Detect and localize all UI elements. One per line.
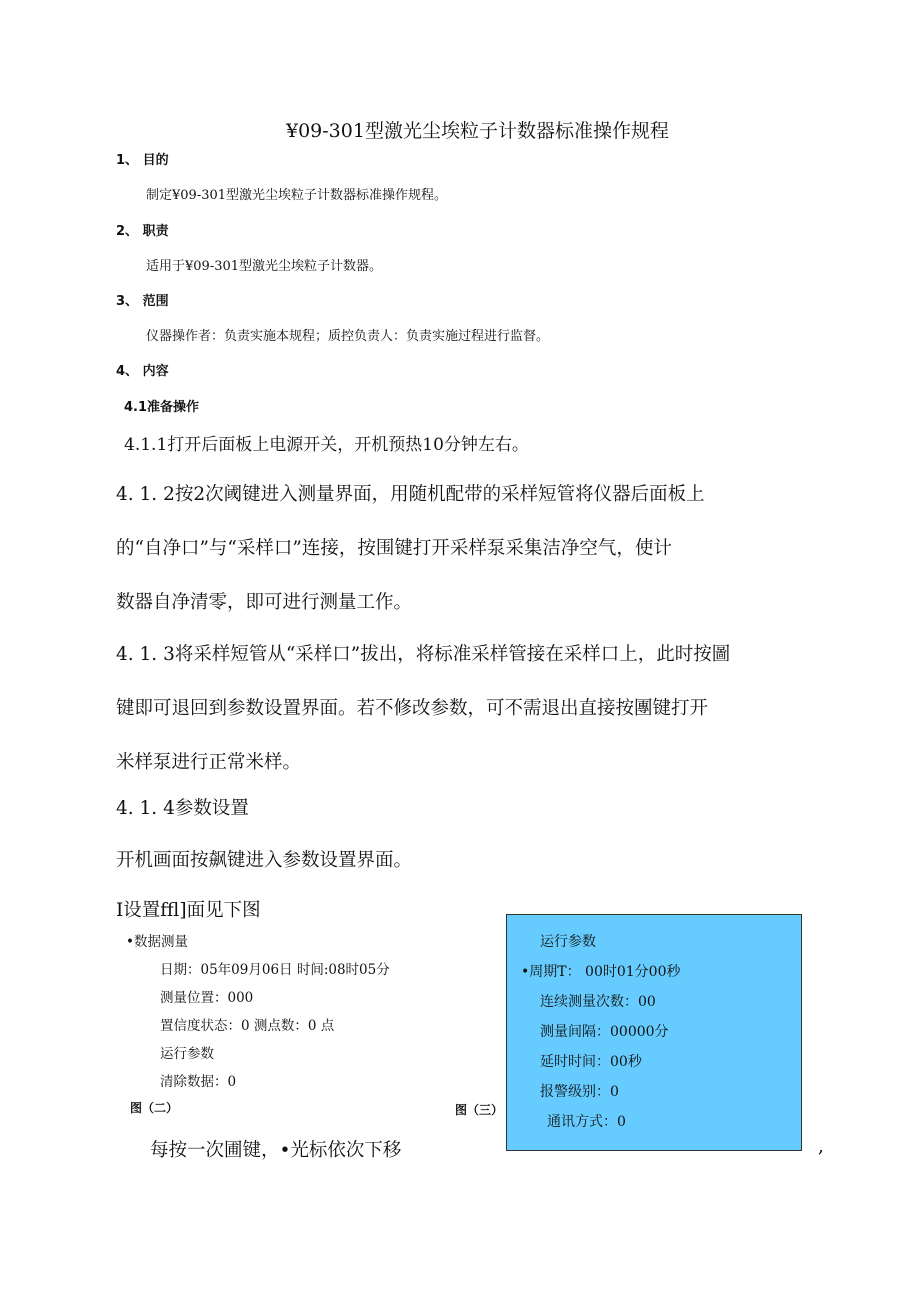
body-line: 键即可退回到参数设置界面。若不修改参数，可不需退出直接按團键打开 — [116, 698, 709, 719]
figure3-caption: 图（三） — [455, 1103, 504, 1117]
section-heading-purpose: 1、 目的 — [116, 153, 169, 168]
section-body-purpose: 制定¥09-301型激光尘埃粒子计数器标准操作规程。 — [146, 188, 448, 203]
section-heading-content: 4、 内容 — [116, 364, 169, 379]
section-heading-responsibility: 2、 职责 — [116, 224, 169, 239]
section-heading-scope: 3、 范围 — [116, 294, 169, 309]
document-title: ¥09-301型激光尘埃粒子计数器标准操作规程 — [286, 120, 669, 142]
body-line: I设置ffl]面见下图 — [116, 900, 261, 921]
figure3-parameter-panel — [506, 914, 802, 1151]
figure2-item: 日期：05年09月06日 时间:08时05分 — [160, 962, 390, 978]
body-line: 4. 1. 4参数设置 — [116, 798, 249, 819]
panel-item: 报警级别：0 — [540, 1084, 619, 1100]
panel-item: 运行参数 — [540, 934, 596, 950]
body-line: 开机画面按飙键进入参数设置界面。 — [116, 850, 413, 871]
figure2-caption: 图（二） — [130, 1101, 179, 1115]
body-line: 米样泵进行正常米样。 — [116, 752, 302, 773]
body-line: 4. 1. 2按2次阈键进入测量界面，用随机配带的采样短管将仪器后面板上 — [116, 484, 705, 505]
panel-item: •周期T： 00时01分00秒 — [521, 964, 681, 980]
panel-item: 测量间隔：00000分 — [540, 1024, 669, 1040]
figure2-item: •数据测量 — [126, 934, 188, 950]
figure2-item: 运行参数 — [160, 1046, 214, 1062]
figure2-item: 清除数据：0 — [160, 1074, 237, 1090]
figure2-item: 置信度状态：0 测点数：0 点 — [160, 1018, 335, 1034]
figure2-item: 测量位置：000 — [160, 990, 254, 1006]
footer-line: 每按一次圃键，•光标依次下移 — [150, 1140, 402, 1161]
subsection-heading: 4.1准备操作 — [124, 400, 200, 415]
panel-item: 连续测量次数：00 — [540, 994, 656, 1010]
body-line: 4.1.1打开后面板上电源开关，开机预热10分钟左右。 — [124, 435, 529, 455]
footer-mark: , — [818, 1136, 824, 1157]
panel-item: 通讯方式：0 — [547, 1114, 626, 1130]
section-body-scope: 仪器操作者：负责实施本规程；质控负责人：负责实施过程进行监督。 — [146, 329, 550, 344]
body-line: 数器自净清零，即可进行测量工作。 — [116, 592, 413, 613]
section-body-responsibility: 适用于¥09-301型激光尘埃粒子计数器。 — [146, 259, 383, 274]
body-line: 4. 1. 3将采样短管从“采样口”拔出，将标准采样管接在采样口上，此时按圖 — [116, 644, 731, 665]
body-line: 的“自净口”与“采样口”连接，按围键打开采样泵采集洁净空气，使计 — [116, 538, 672, 559]
panel-item: 延时时间：00秒 — [540, 1054, 642, 1070]
